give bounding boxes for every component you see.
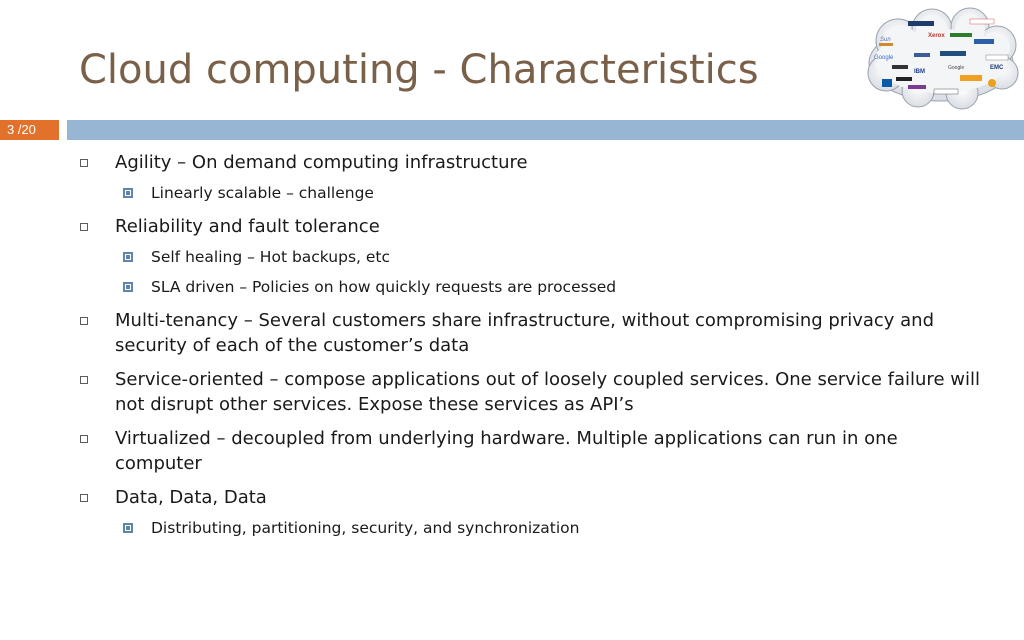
sub-bullet-text: Distributing, partitioning, security, and synchronization [151,519,580,537]
svg-text:IBM: IBM [914,69,925,75]
bullet-text: Data, Data, Data [115,487,267,508]
cloud-vendor-logos-icon [862,7,1020,111]
bullet-data [0,485,1024,510]
bullet-text: Service-oriented – compose applications out of loosely coupled services. One service failure will not disrupt other services. Expose these services as API’s [115,369,980,415]
filled-square-bullet-icon [123,282,133,292]
bullet-reliability [0,214,1024,239]
bullet-service-oriented [0,367,1024,417]
sub-bullet-sla-driven [0,276,1024,298]
hollow-square-bullet-icon [80,159,88,167]
sub-bullet-text: SLA driven – Policies on how quickly requests are processed [151,278,617,296]
bullet-list [0,150,1024,549]
header-divider-bar [67,120,1024,140]
bullet-text: Reliability and fault tolerance [115,216,380,237]
bullet-text: Virtualized – decoupled from underlying hardware. Multiple applications can run in one computer [115,428,898,474]
bullet-agility [0,150,1024,175]
sub-bullet-linearly-scalable [0,182,1024,204]
sub-bullet-text: Linearly scalable – challenge [151,184,374,202]
hollow-square-bullet-icon [80,435,88,443]
bullet-text: Multi-tenancy – Several customers share infrastructure, without compromising privacy and security of each of the customer’s data [115,310,935,356]
sub-bullet-self-healing [0,246,1024,268]
svg-text:EMC: EMC [990,65,1004,71]
hollow-square-bullet-icon [80,376,88,384]
filled-square-bullet-icon [123,188,133,198]
svg-text:Google: Google [948,65,965,71]
sub-bullet-distributing [0,517,1024,539]
filled-square-bullet-icon [123,252,133,262]
hollow-square-bullet-icon [80,494,88,502]
slide-title: Cloud computing - Characteristics [79,47,759,93]
svg-text:Google: Google [874,55,894,61]
sub-bullet-text: Self healing – Hot backups, etc [151,248,391,266]
bullet-text: Agility – On demand computing infrastructure [115,152,528,173]
page-indicator: 3 /20 [0,120,59,140]
svg-text:Sun: Sun [880,37,891,43]
hollow-square-bullet-icon [80,223,88,231]
filled-square-bullet-icon [123,523,133,533]
bullet-multi-tenancy [0,308,1024,358]
hollow-square-bullet-icon [80,317,88,325]
svg-text:Xerox: Xerox [928,33,945,39]
bullet-virtualized [0,426,1024,476]
